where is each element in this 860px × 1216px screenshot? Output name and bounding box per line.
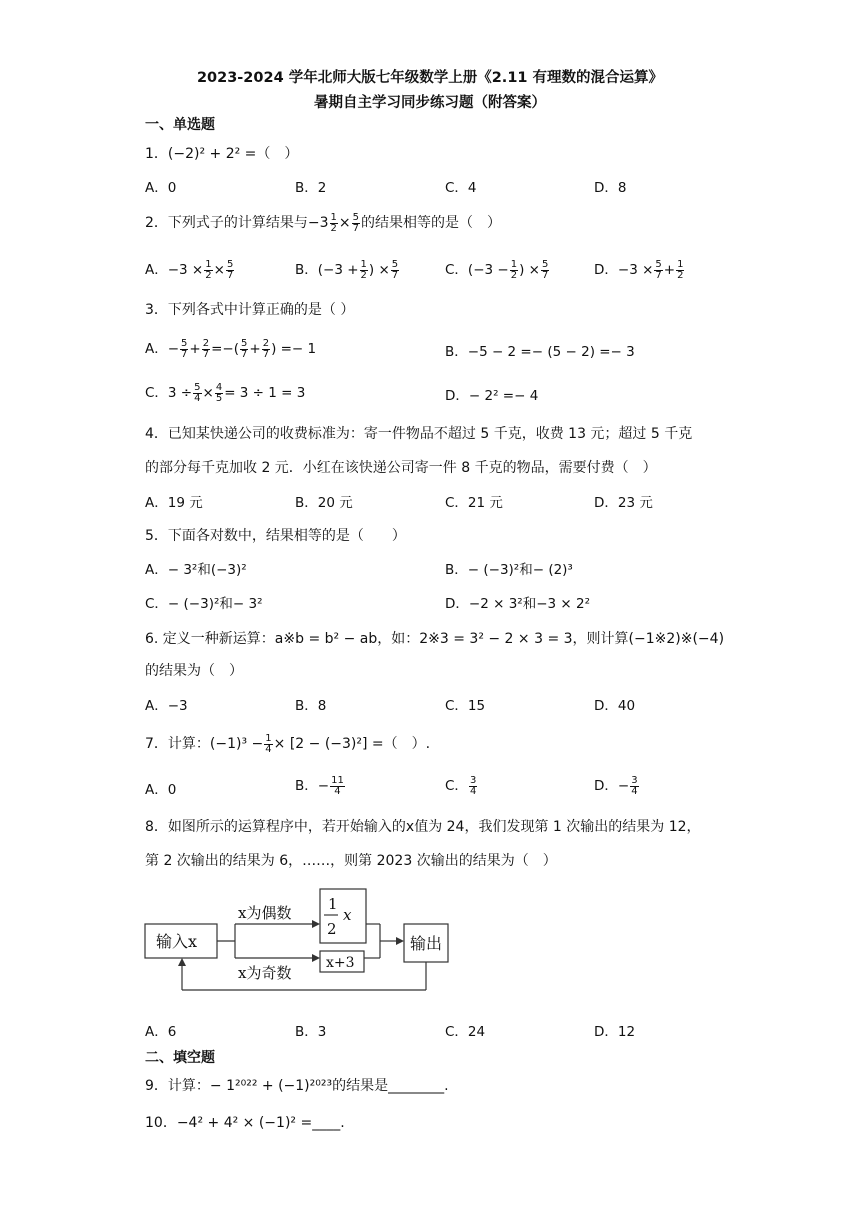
flowchart-diagram xyxy=(140,882,470,1002)
odd-condition-label: x为奇数 xyxy=(238,964,292,982)
output-label: 输出 xyxy=(410,934,443,953)
question-3: 3．下列各式中计算正确的是（ ） xyxy=(145,302,355,318)
question-5: 5．下面各对数中，结果相等的是（ ） xyxy=(145,528,406,544)
svg-text:1: 1 xyxy=(328,895,338,913)
question-8-line-2: 第 2 次输出的结果为 6，……，则第 2023 次输出的结果为（ ） xyxy=(145,853,557,869)
question-6-line-2: 的结果为（ ） xyxy=(145,663,243,679)
q6-option-b[interactable]: B．8 xyxy=(295,698,327,714)
q6-option-d[interactable]: D．40 xyxy=(594,698,636,714)
q3-option-b[interactable]: B．−5 − 2 =− (5 − 2) =− 3 xyxy=(445,344,635,360)
question-7: 7．计算：(−1)³ − $\frac{1}{4}$ × [2 − (−3)²] =（ ）. xyxy=(145,732,431,755)
question-10: 10．−4² + 4² × (−1)² =____. xyxy=(145,1115,345,1131)
q1-option-b[interactable]: B．2 xyxy=(295,180,327,196)
svg-text:2: 2 xyxy=(327,920,337,938)
question-1: 1．(−2)² + 2² =（ ） xyxy=(145,146,299,162)
q1-option-d[interactable]: D．8 xyxy=(594,180,627,196)
input-label: 输入x xyxy=(156,932,198,951)
question-9: 9．计算：− 1²⁰²² + (−1)²⁰²³的结果是________. xyxy=(145,1078,449,1094)
q8-option-c[interactable]: C．24 xyxy=(445,1024,486,1040)
question-6-line-1: 6. 定义一种新运算：a※b = b² − ab，如：2※3 = 3² − 2 × 3 = 3，则计算(−1※2)※(−4) xyxy=(145,631,725,647)
section-heading-single-choice: 一、单选题 xyxy=(145,117,215,133)
q4-option-d[interactable]: D．23 元 xyxy=(594,495,653,511)
q6-option-c[interactable]: C．15 xyxy=(445,698,486,714)
q4-option-a[interactable]: A．19 元 xyxy=(145,495,203,511)
q7-option-c[interactable]: C． $\frac{3}{4}$ xyxy=(445,774,477,797)
q8-option-a[interactable]: A．6 xyxy=(145,1024,177,1040)
question-4-line-1: 4．已知某快递公司的收费标准为：寄一件物品不超过 5 千克，收费 13 元；超过 5 千克 xyxy=(145,426,693,442)
q7-option-b[interactable]: B．− $\frac{11}{4}$ xyxy=(295,774,344,797)
section-heading-fill-in: 二、填空题 xyxy=(145,1050,215,1066)
q8-option-b[interactable]: B．3 xyxy=(295,1024,327,1040)
q4-option-b[interactable]: B．20 元 xyxy=(295,495,353,511)
q1-option-a[interactable]: A．0 xyxy=(145,180,177,196)
q2-option-c[interactable]: C．(−3 − $\frac{1}{2}$ ) × $\frac{5}{7}$ xyxy=(445,258,549,281)
q2-option-a[interactable]: A．−3 × $\frac{1}{2}$ × $\frac{5}{7}$ xyxy=(145,258,234,281)
q7-option-d[interactable]: D．− $\frac{3}{4}$ xyxy=(594,774,638,797)
question-2: 2．下列式子的计算结果与−3 $\frac{1}{2}$ × $\frac{5}{7}$ 的结果相等的是（ ） xyxy=(145,211,502,234)
fraction-quarter: $\frac{1}{4}$ xyxy=(265,732,272,755)
title-line-2: 暑期自主学习同步练习题（附答案） xyxy=(314,95,546,111)
q2-option-d[interactable]: D．−3 × $\frac{5}{7}$ + $\frac{1}{2}$ xyxy=(594,258,684,281)
even-condition-label: x为偶数 xyxy=(238,904,292,922)
q3-option-a[interactable]: A．− $\frac{5}{7}$ + $\frac{2}{7}$ =−( $\frac{5}{7}$ + $\frac{2}{7}$ ) =− 1 xyxy=(145,337,317,360)
q2-option-b[interactable]: B．(−3 + $\frac{1}{2}$ ) × $\frac{5}{7}$ xyxy=(295,258,399,281)
q6-option-a[interactable]: A．−3 xyxy=(145,698,188,714)
svg-text:x+3: x+3 xyxy=(326,955,355,971)
q4-option-c[interactable]: C．21 元 xyxy=(445,495,503,511)
question-4-line-2: 的部分每千克加收 2 元．小红在该快递公司寄一件 8 千克的物品，需要付费（ ） xyxy=(145,460,657,476)
fraction-half: $\frac{1}{2}$ xyxy=(330,211,337,234)
q1-option-c[interactable]: C．4 xyxy=(445,180,477,196)
title-line-1: 2023-2024 学年北师大版七年级数学上册《2.11 有理数的混合运算》 xyxy=(196,70,664,86)
fraction-five-sevenths: $\frac{5}{7}$ xyxy=(352,211,360,234)
question-8-line-1: 8．如图所示的运算程序中，若开始输入的x值为 24，我们发现第 1 次输出的结果为 12， xyxy=(145,819,701,835)
q7-option-a[interactable]: A．0 xyxy=(145,782,177,798)
q5-option-a[interactable]: A．− 3²和(−3)² xyxy=(145,562,247,578)
q3-option-d[interactable]: D．− 2² =− 4 xyxy=(445,388,539,404)
q8-option-d[interactable]: D．12 xyxy=(594,1024,636,1040)
q5-option-d[interactable]: D．−2 × 3²和−3 × 2² xyxy=(445,596,590,612)
q5-option-c[interactable]: C．− (−3)²和− 3² xyxy=(145,596,263,612)
q3-option-c[interactable]: C．3 ÷ $\frac{5}{4}$ × $\frac{4}{5}$ = 3 ÷ 1 = 3 xyxy=(145,381,306,404)
q5-option-b[interactable]: B．− (−3)²和− (2)³ xyxy=(445,562,573,578)
svg-text:x: x xyxy=(343,906,352,924)
